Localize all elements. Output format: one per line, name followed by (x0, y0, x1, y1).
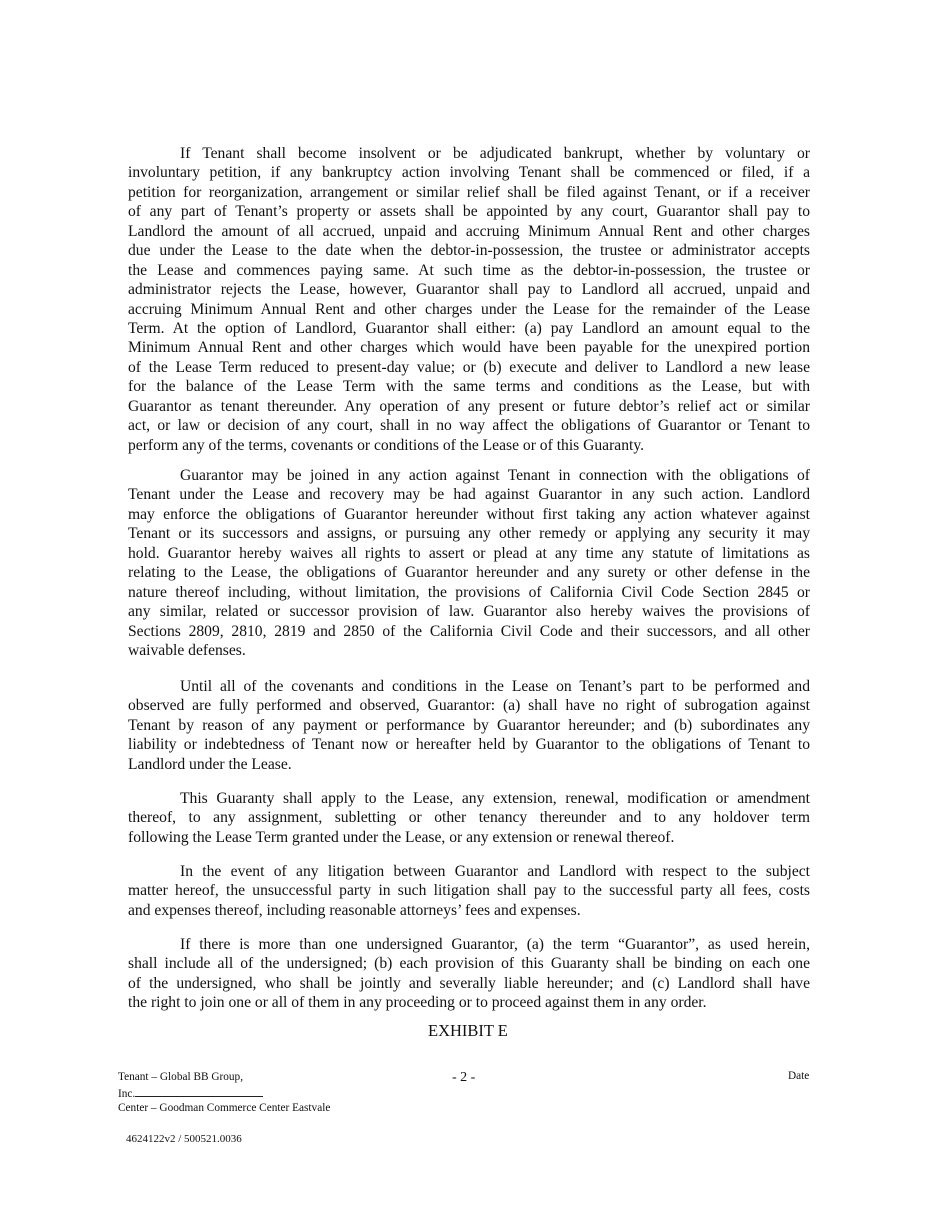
text-line: petition for reorganization, arrangement or similar relief shall be filed against Tenant, or if a receiver (128, 183, 810, 201)
date-label: Date (788, 1070, 810, 1082)
center-line: Center – Goodman Commerce Center Eastvale (118, 1102, 331, 1114)
tenant-suffix: Inc. (118, 1087, 136, 1100)
text-line: relating to the Lease, the obligations of Guarantor hereunder and any surety or other defense in the (128, 564, 810, 582)
text-line: This Guaranty shall apply to the Lease, any extension, renewal, modification or amendment (180, 790, 810, 807)
text-line: Until all of the covenants and conditions in the Lease on Tenant’s part to be performed and (180, 678, 810, 695)
paragraph (128, 466, 810, 660)
text-line: the right to join one or all of them in any proceeding or to proceed against them in any order. (128, 994, 707, 1012)
text-line: of any part of Tenant’s property or assets shall be appointed by any court, Guarantor shall pay to (128, 203, 810, 221)
text-line: Tenant or its successors and assigns, or pursuing any other remedy or applying any security it may (128, 525, 810, 543)
text-line: act, or law or decision of any court, shall in no way affect the obligations of Guarantor or Tenant to (128, 417, 810, 435)
text-line: may enforce the obligations of Guarantor hereunder without first taking any action whatever against (128, 505, 810, 523)
text-line: any similar, related or successor provision of law. Guarantor also hereby waives the provisions of (128, 603, 810, 621)
tenant-line: Tenant – Global BB Group, (118, 1071, 244, 1083)
paragraph (128, 935, 810, 1013)
text-line: hold. Guarantor hereby waives all rights to assert or plead at any time any statute of limitations as (128, 544, 810, 562)
page-number: - 2 - (452, 1070, 476, 1085)
text-line: thereof, to any assignment, subletting or other tenancy thereunder and to any holdover term (128, 809, 810, 827)
text-line: following the Lease Term granted under the Lease, or any extension or renewal thereof. (128, 828, 675, 846)
text-line: nature thereof including, without limitation, the provisions of California Civil Code Section 2845 or (128, 583, 810, 601)
document-id: 4624122v2 / 500521.0036 (126, 1133, 242, 1145)
text-line: Guarantor as tenant thereunder. Any operation of any present or future debtor’s relief act or similar (128, 397, 810, 415)
paragraph (128, 144, 810, 455)
paragraph (128, 862, 810, 920)
text-line: matter hereof, the unsuccessful party in such litigation shall pay to the successful party all fees, costs (128, 882, 810, 900)
text-line: perform any of the terms, covenants or conditions of the Lease or of this Guaranty. (128, 436, 645, 454)
text-line: waivable defenses. (128, 641, 246, 659)
text-line: Landlord under the Lease. (128, 755, 292, 773)
text-line: liability or indebtedness of Tenant now or hereafter held by Guarantor to the obligations of Tenant to (128, 736, 810, 754)
text-line: In the event of any litigation between Guarantor and Landlord with respect to the subject (180, 863, 810, 880)
text-line: Landlord the amount of all accrued, unpaid and accruing Minimum Annual Rent and other charges (128, 222, 810, 240)
exhibit-label: EXHIBIT E (428, 1021, 508, 1040)
text-line: observed are fully performed and observed, Guarantor: (a) shall have no right of subrogation against (128, 697, 810, 715)
footer-parties (118, 1070, 330, 1116)
text-line: Minimum Annual Rent and other charges which would have been payable for the unexpired portion (128, 339, 810, 357)
text-line: due under the Lease to the date when the debtor-in-possession, the trustee or administrator accepts (128, 242, 810, 260)
text-line: for the balance of the Lease Term with the same terms and conditions as the Lease, but with (128, 378, 810, 396)
signature-underline (135, 1085, 263, 1097)
text-line: Tenant by reason of any payment or performance by Guarantor hereunder; and (b) subordinates any (128, 716, 810, 734)
text-line: administrator rejects the Lease, however, Guarantor shall pay to Landlord all accrued, unpaid and (128, 281, 810, 299)
text-line: If there is more than one undersigned Guarantor, (a) the term “Guarantor”, as used herein, (180, 936, 810, 953)
text-line: Term. At the option of Landlord, Guarantor shall either: (a) pay Landlord an amount equal to the (128, 319, 810, 337)
text-line: Sections 2809, 2810, 2819 and 2850 of the California Civil Code and their successors, and all other (128, 622, 810, 640)
text-line: shall include all of the undersigned; (b) each provision of this Guaranty shall be binding on each one (128, 955, 810, 973)
text-line: involuntary petition, if any bankruptcy action involving Tenant shall be commenced or filed, if a (128, 164, 810, 182)
text-line: of the undersigned, who shall be jointly and severally liable hereunder; and (c) Landlord shall have (128, 974, 810, 992)
tenant-line-2 (118, 1085, 330, 1102)
text-line: Guarantor may be joined in any action against Tenant in connection with the obligations of (180, 467, 810, 484)
paragraph (128, 789, 810, 847)
text-line: and expenses thereof, including reasonable attorneys’ fees and expenses. (128, 901, 581, 919)
paragraph (128, 677, 810, 774)
text-line: the Lease and commences paying same. At such time as the debtor-in-possession, the trustee or (128, 261, 810, 279)
text-line: If Tenant shall become insolvent or be adjudicated bankrupt, whether by voluntary or (180, 145, 810, 162)
text-line: of the Lease Term reduced to present-day value; or (b) execute and deliver to Landlord a new lease (128, 358, 810, 376)
text-line: Tenant under the Lease and recovery may be had against Guarantor in any such action. Landlord (128, 486, 810, 504)
text-line: accruing Minimum Annual Rent and other charges under the Lease for the remainder of the Lease (128, 300, 810, 318)
